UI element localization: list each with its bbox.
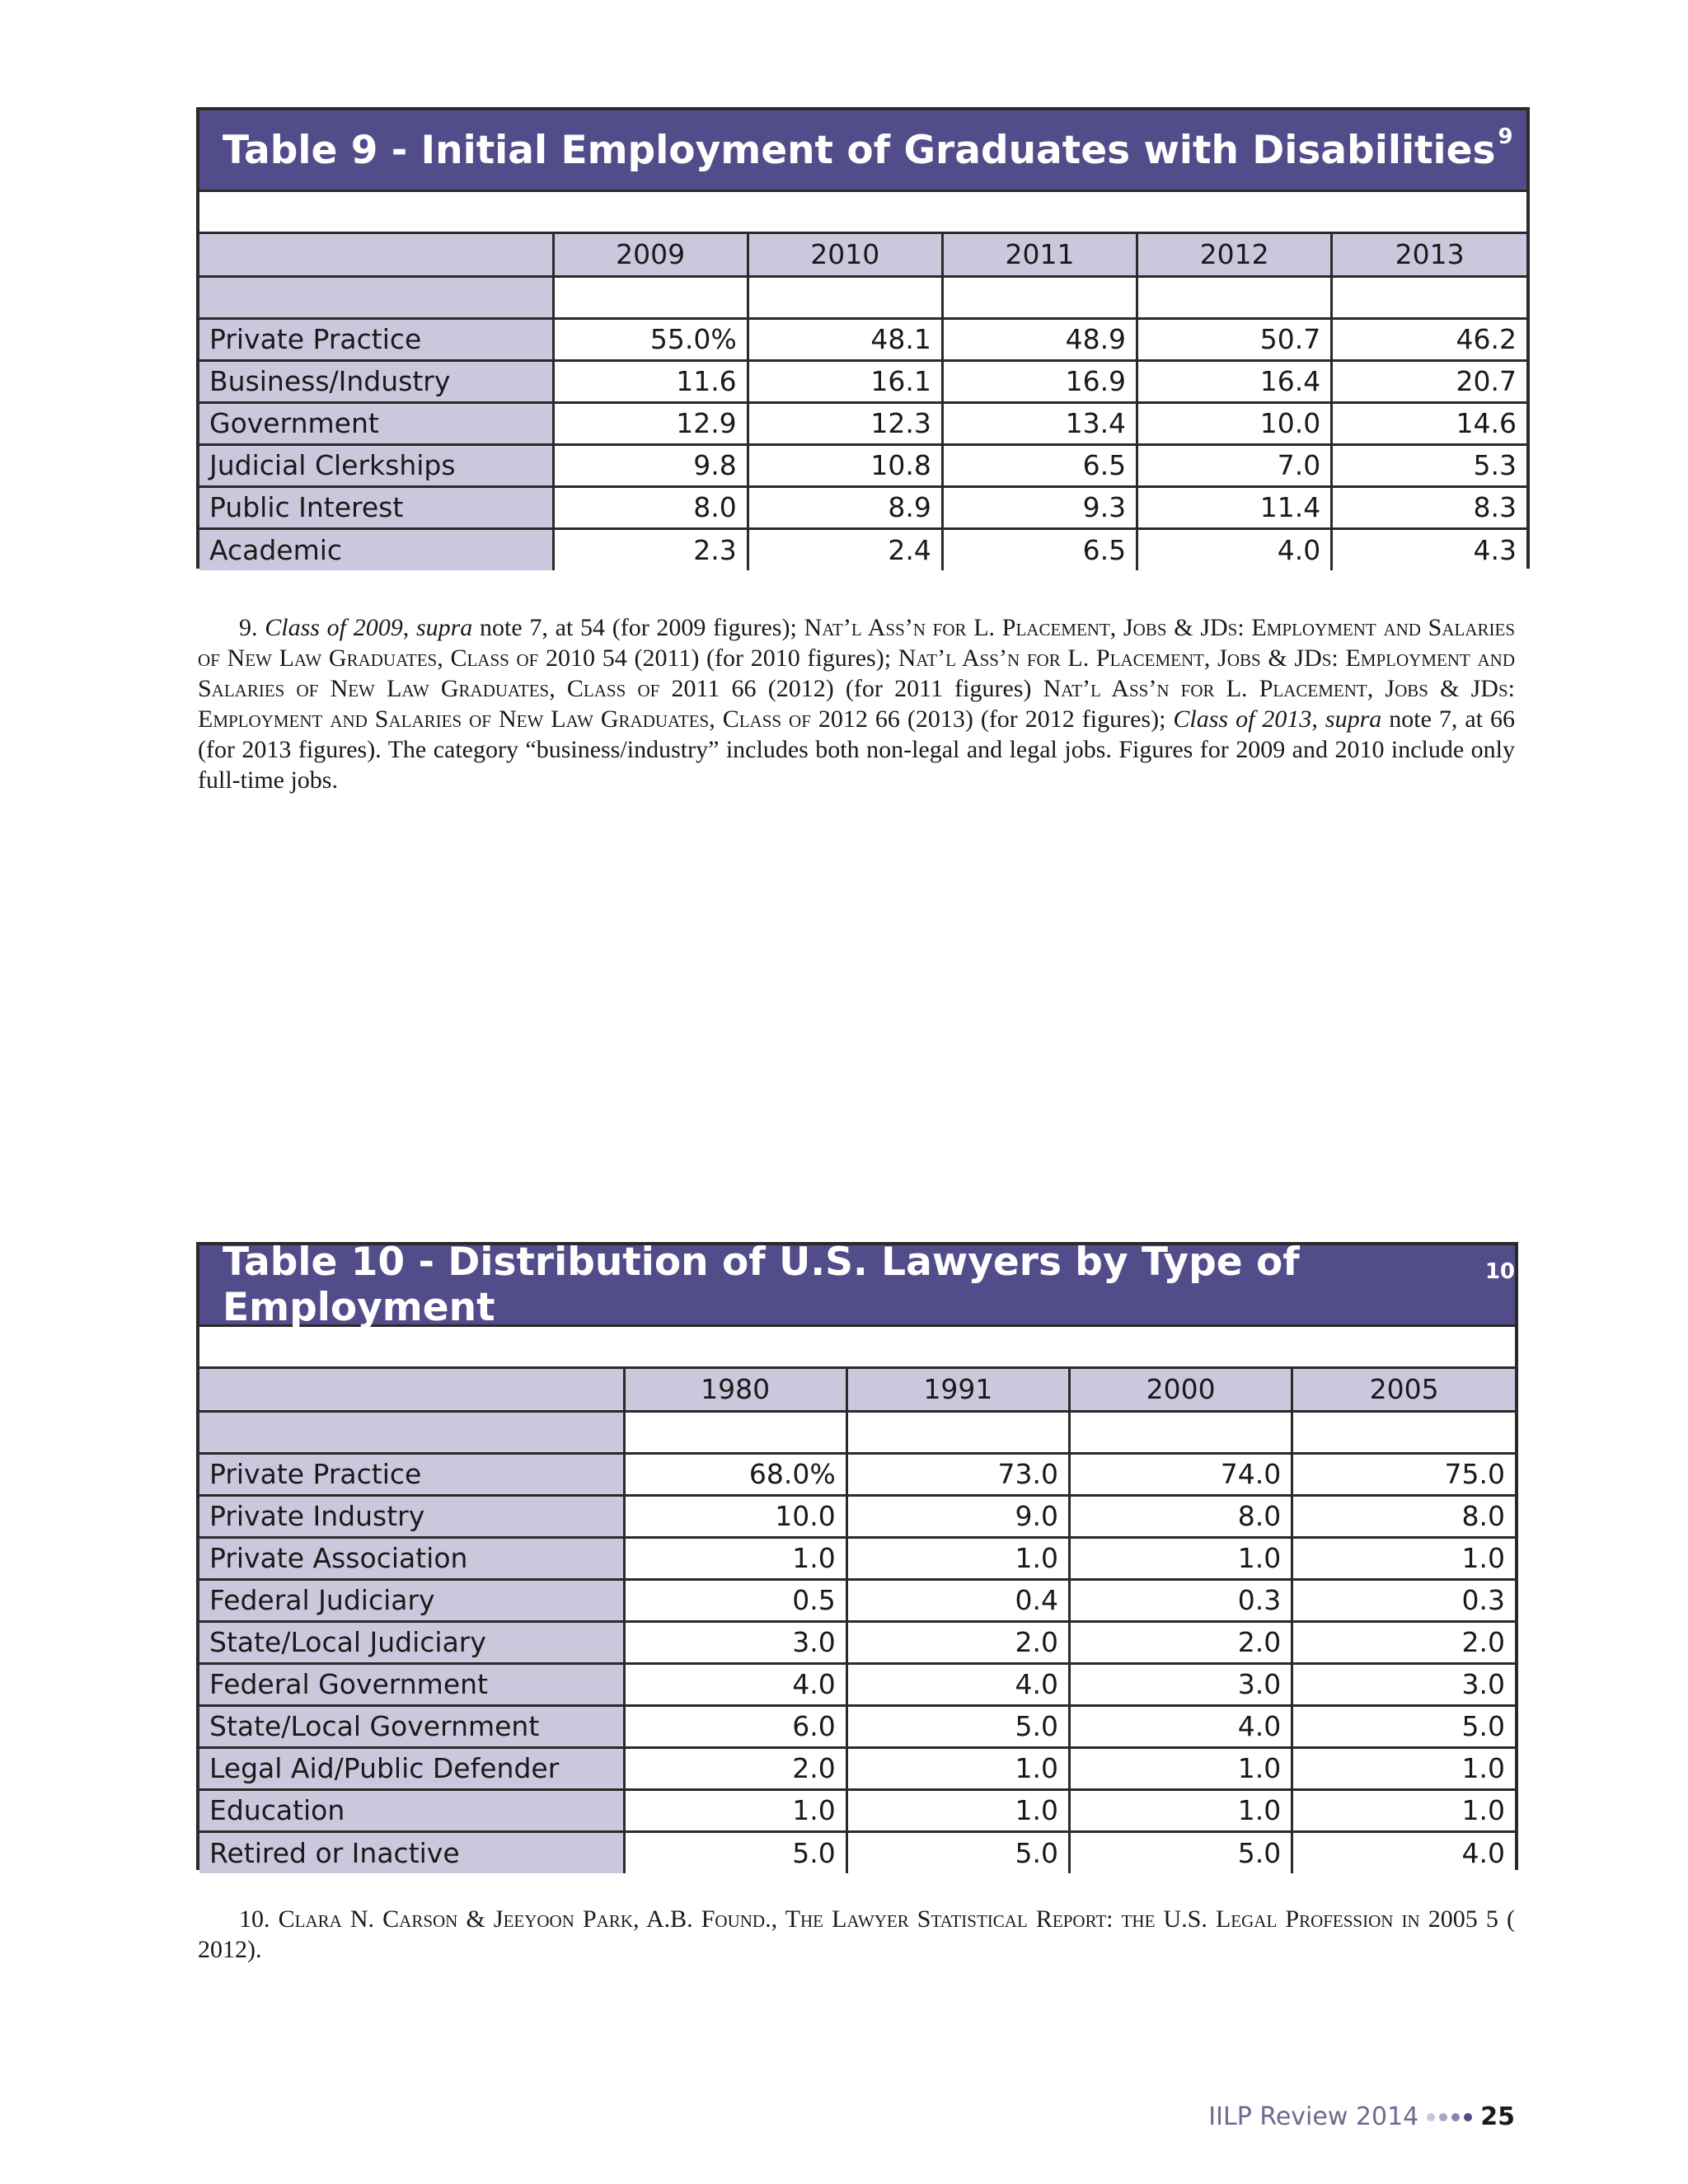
table-10-row-label: Private Practice <box>199 1453 624 1495</box>
table-9-row <box>199 402 1526 444</box>
table-10-value-cell: 1.0 <box>1070 1747 1292 1789</box>
table-9-value-cell: 8.0 <box>553 486 748 528</box>
table-9-row-label: Public Interest <box>199 486 553 528</box>
table-9-value-cell: 48.9 <box>942 318 1137 360</box>
table-10-year-header: 1991 <box>846 1369 1069 1411</box>
table-9-empty-cell <box>1332 276 1526 318</box>
table-10-row <box>199 1621 1515 1663</box>
table-9-value-cell: 5.3 <box>1332 444 1526 486</box>
table-9-row <box>199 318 1526 360</box>
table-9-row-label: Private Practice <box>199 318 553 360</box>
table-9-year-header: 2010 <box>748 234 942 276</box>
table-10-spacer-row <box>199 1327 1515 1369</box>
footnote-9-text: note 7, at 66 (for 2013 figures). The category “business/industry” includes both non-legal and legal jobs. Figures for 2009 and 2010 include only full-time jobs. <box>198 705 1516 794</box>
footnote-9-text: note 7, at 54 (for 2009 figures); <box>472 614 804 641</box>
footer-dot <box>1464 2113 1472 2121</box>
table-9-value-cell: 11.6 <box>553 360 748 402</box>
table-10-value-cell: 1.0 <box>624 1537 846 1579</box>
table-10-row <box>199 1747 1515 1789</box>
table-9-row-label: Business/Industry <box>199 360 553 402</box>
footnote-10-text: 5 ( 2012). <box>198 1905 1515 1963</box>
table-9-value-cell: 16.9 <box>942 360 1137 402</box>
footer-dot <box>1439 2113 1447 2121</box>
table-10-value-cell: 4.0 <box>624 1663 846 1705</box>
table-9-value-cell: 12.9 <box>553 402 748 444</box>
table-10-value-cell: 5.0 <box>846 1831 1069 1873</box>
table-9-grid <box>199 234 1526 570</box>
table-9-header-row <box>199 234 1526 276</box>
table-9-row-label: Academic <box>199 528 553 570</box>
footnote-9 <box>198 612 1515 795</box>
footnote-9-text: , <box>1311 705 1325 733</box>
table-10-value-cell: 1.0 <box>1070 1789 1292 1831</box>
table-9-value-cell: 7.0 <box>1137 444 1332 486</box>
page-footer <box>1208 2102 1515 2131</box>
table-10-value-cell: 8.0 <box>1292 1495 1515 1537</box>
table-10-empty-cell <box>1070 1411 1292 1453</box>
footnote-10-citation: Clara N. Carson & Jeeyoon Park, A.B. Found., The Lawyer Statistical Report: the U.S. Legal Profession in 2005 <box>278 1905 1478 1933</box>
table-10-value-cell: 0.3 <box>1292 1579 1515 1621</box>
table-10-title-text: Table 10 - Distribution of U.S. Lawyers by Type of Employment <box>223 1240 1300 1330</box>
table-10-row-label: State/Local Judiciary <box>199 1621 624 1663</box>
table-9-title-note: 9 <box>1498 124 1513 149</box>
table-9-year-header: 2012 <box>1137 234 1332 276</box>
footnote-9-text: 54 (2011) (for 2010 figures); <box>595 644 898 672</box>
table-10-value-cell: 1.0 <box>1070 1537 1292 1579</box>
table-10-row <box>199 1663 1515 1705</box>
table-10-value-cell: 1.0 <box>1292 1537 1515 1579</box>
table-10-header-corner <box>199 1369 624 1411</box>
table-9-value-cell: 11.4 <box>1137 486 1332 528</box>
table-9-value-cell: 8.9 <box>748 486 942 528</box>
table-9-empty-cell <box>553 276 748 318</box>
table-9-row-label: Government <box>199 402 553 444</box>
table-10-row <box>199 1495 1515 1537</box>
table-10-title <box>199 1240 1515 1330</box>
table-9 <box>196 107 1530 569</box>
table-9-value-cell: 16.1 <box>748 360 942 402</box>
table-10 <box>196 1242 1518 1870</box>
table-10-row <box>199 1789 1515 1831</box>
table-10-empty-cell <box>846 1411 1069 1453</box>
table-9-value-cell: 20.7 <box>1332 360 1526 402</box>
table-9-value-cell: 4.3 <box>1332 528 1526 570</box>
footer-dot <box>1427 2113 1435 2121</box>
table-10-value-cell: 0.4 <box>846 1579 1069 1621</box>
table-9-value-cell: 2.4 <box>748 528 942 570</box>
footnote-10-number: 10. <box>239 1905 279 1933</box>
table-9-year-header: 2009 <box>553 234 748 276</box>
table-10-value-cell: 1.0 <box>846 1789 1069 1831</box>
table-10-year-header: 2000 <box>1070 1369 1292 1411</box>
footer-dots-ornament <box>1427 2113 1472 2121</box>
table-10-row <box>199 1705 1515 1747</box>
journal-name: IILP Review 2014 <box>1208 2102 1419 2131</box>
footnote-9-number: 9. <box>239 614 265 641</box>
table-9-row <box>199 486 1526 528</box>
table-9-value-cell: 6.5 <box>942 444 1137 486</box>
table-9-empty-row <box>199 276 1526 318</box>
footnote-9-text: , <box>402 614 416 641</box>
table-10-value-cell: 75.0 <box>1292 1453 1515 1495</box>
table-10-row-label: State/Local Government <box>199 1705 624 1747</box>
table-10-value-cell: 1.0 <box>624 1789 846 1831</box>
table-9-value-cell: 55.0% <box>553 318 748 360</box>
table-9-row-label: Judicial Clerkships <box>199 444 553 486</box>
table-10-value-cell: 4.0 <box>846 1663 1069 1705</box>
table-10-grid <box>199 1369 1515 1873</box>
table-9-row <box>199 444 1526 486</box>
table-10-empty-label-cell <box>199 1411 624 1453</box>
table-10-value-cell: 6.0 <box>624 1705 846 1747</box>
table-10-value-cell: 3.0 <box>1292 1663 1515 1705</box>
footnote-10 <box>198 1904 1515 1965</box>
footer-dot <box>1451 2113 1460 2121</box>
page-number: 25 <box>1480 2102 1515 2131</box>
footnote-9-cite-class-2013: Class of 2013 <box>1173 705 1312 733</box>
table-10-row <box>199 1453 1515 1495</box>
table-9-value-cell: 48.1 <box>748 318 942 360</box>
table-9-row <box>199 360 1526 402</box>
table-9-value-cell: 4.0 <box>1137 528 1332 570</box>
table-9-value-cell: 9.8 <box>553 444 748 486</box>
footnote-9-cite-class-2009: Class of 2009 <box>265 614 403 641</box>
table-10-value-cell: 5.0 <box>1292 1705 1515 1747</box>
table-10-value-cell: 3.0 <box>624 1621 846 1663</box>
table-10-row-label: Federal Judiciary <box>199 1579 624 1621</box>
table-10-value-cell: 4.0 <box>1070 1705 1292 1747</box>
table-10-row <box>199 1537 1515 1579</box>
table-10-empty-cell <box>1292 1411 1515 1453</box>
table-9-value-cell: 14.6 <box>1332 402 1526 444</box>
table-9-empty-cell <box>1137 276 1332 318</box>
footnote-9-nalp-2012: Nat’l Ass’n for L. Placement, Jobs & JDs: Employment and Salaries of New Law Graduates, Class of 2012 <box>198 675 1515 733</box>
table-10-empty-row <box>199 1411 1515 1453</box>
table-9-value-cell: 16.4 <box>1137 360 1332 402</box>
table-10-row-label: Federal Government <box>199 1663 624 1705</box>
table-10-value-cell: 2.0 <box>1292 1621 1515 1663</box>
footnote-9-nalp-2010: Nat’l Ass’n for L. Placement, Jobs & JDs: Employment and Salaries of New Law Graduates, Class of 2010 <box>198 614 1516 672</box>
table-9-value-cell: 12.3 <box>748 402 942 444</box>
table-10-value-cell: 2.0 <box>624 1747 846 1789</box>
table-9-row <box>199 528 1526 570</box>
table-10-row <box>199 1579 1515 1621</box>
table-10-value-cell: 9.0 <box>846 1495 1069 1537</box>
table-10-value-cell: 5.0 <box>624 1831 846 1873</box>
table-10-title-note: 10 <box>1484 1259 1515 1284</box>
table-10-value-cell: 5.0 <box>1070 1831 1292 1873</box>
table-10-value-cell: 73.0 <box>846 1453 1069 1495</box>
table-10-header-row <box>199 1369 1515 1411</box>
footnote-9-text: 66 (2013) (for 2012 figures); <box>867 705 1174 733</box>
table-10-value-cell: 1.0 <box>846 1747 1069 1789</box>
table-10-value-cell: 74.0 <box>1070 1453 1292 1495</box>
table-9-header-corner <box>199 234 553 276</box>
table-10-value-cell: 8.0 <box>1070 1495 1292 1537</box>
table-9-year-header: 2013 <box>1332 234 1526 276</box>
table-9-value-cell: 10.8 <box>748 444 942 486</box>
footnote-9-text: 66 (2012) (for 2011 figures) <box>720 675 1043 702</box>
table-9-value-cell: 2.3 <box>553 528 748 570</box>
table-10-row-label: Private Industry <box>199 1495 624 1537</box>
table-10-value-cell: 1.0 <box>846 1537 1069 1579</box>
table-10-value-cell: 2.0 <box>1070 1621 1292 1663</box>
table-9-empty-cell <box>748 276 942 318</box>
table-10-value-cell: 0.5 <box>624 1579 846 1621</box>
table-10-empty-cell <box>624 1411 846 1453</box>
table-10-value-cell: 3.0 <box>1070 1663 1292 1705</box>
table-10-value-cell: 4.0 <box>1292 1831 1515 1873</box>
table-9-value-cell: 50.7 <box>1137 318 1332 360</box>
table-9-value-cell: 8.3 <box>1332 486 1526 528</box>
footnote-9-supra-2: supra <box>1325 705 1382 733</box>
table-10-value-cell: 0.3 <box>1070 1579 1292 1621</box>
table-9-value-cell: 9.3 <box>942 486 1137 528</box>
table-9-value-cell: 6.5 <box>942 528 1137 570</box>
table-10-row-label: Legal Aid/Public Defender <box>199 1747 624 1789</box>
table-10-value-cell: 2.0 <box>846 1621 1069 1663</box>
footnote-9-supra: supra <box>415 614 473 641</box>
table-9-title <box>199 110 1526 192</box>
table-9-value-cell: 46.2 <box>1332 318 1526 360</box>
table-9-year-header: 2011 <box>942 234 1137 276</box>
table-10-value-cell: 1.0 <box>1292 1747 1515 1789</box>
table-10-row-label: Education <box>199 1789 624 1831</box>
table-10-row <box>199 1831 1515 1873</box>
table-9-empty-cell <box>942 276 1137 318</box>
table-10-row-label: Private Association <box>199 1537 624 1579</box>
table-10-year-header: 1980 <box>624 1369 846 1411</box>
footnote-9-nalp-2011: Nat’l Ass’n for L. Placement, Jobs & JDs: Employment and Salaries of New Law Graduates, Class of 2011 <box>198 644 1515 702</box>
table-10-value-cell: 10.0 <box>624 1495 846 1537</box>
table-10-value-cell: 5.0 <box>846 1705 1069 1747</box>
table-9-title-text: Table 9 - Initial Employment of Graduates with Disabilities <box>223 127 1496 173</box>
table-10-value-cell: 1.0 <box>1292 1789 1515 1831</box>
table-10-row-label: Retired or Inactive <box>199 1831 624 1873</box>
table-9-empty-label-cell <box>199 276 553 318</box>
table-10-value-cell: 68.0% <box>624 1453 846 1495</box>
table-9-value-cell: 13.4 <box>942 402 1137 444</box>
table-9-value-cell: 10.0 <box>1137 402 1332 444</box>
table-10-year-header: 2005 <box>1292 1369 1515 1411</box>
table-9-spacer-row <box>199 192 1526 234</box>
